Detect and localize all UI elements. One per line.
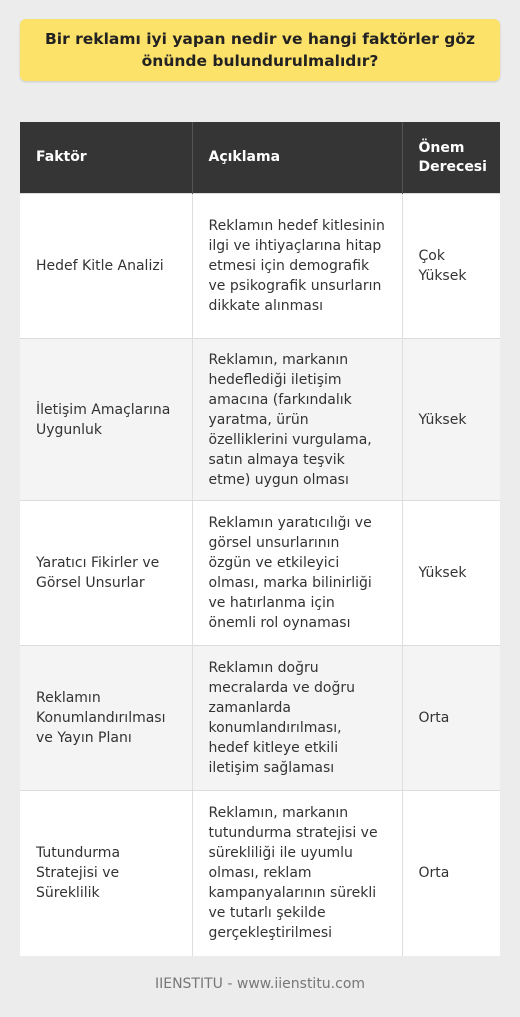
table-row	[20, 339, 500, 501]
cell-description: Reklamın, markanın tutundurma stratejisi ve sürekliliği ile uyumlu olması, reklam kampanyalarının sürekli ve tutarlı şekilde gerçekleştirilmesi	[192, 791, 402, 956]
header-description: Açıklama	[192, 122, 402, 194]
cell-factor: Reklamın Konumlandırılması ve Yayın Planı	[20, 646, 192, 791]
cell-factor: Yaratıcı Fikirler ve Görsel Unsurlar	[20, 501, 192, 646]
cell-importance: Orta	[402, 791, 500, 956]
cell-importance: Yüksek	[402, 501, 500, 646]
cell-factor: Hedef Kitle Analizi	[20, 194, 192, 339]
footer-credit: IIENSTITU - www.iienstitu.com	[154, 976, 366, 992]
table-header-row	[20, 122, 500, 194]
cell-description: Reklamın, markanın hedeflediği iletişim amacına (farkındalık yaratma, ürün özelliklerini vurgulama, satın almaya teşvik etme) uygun olması	[192, 339, 402, 501]
page-title: Bir reklamı iyi yapan nedir ve hangi faktörler göz önünde bulundurulmalıdır?	[44, 30, 476, 70]
cell-description: Reklamın doğru mecralarda ve doğru zamanlarda konumlandırılması, hedef kitleye etkili iletişim sağlaması	[192, 646, 402, 791]
cell-description: Reklamın yaratıcılığı ve görsel unsurlarının özgün ve etkileyici olması, marka bilinirliği ve hatırlanma için önemli rol oynaması	[192, 501, 402, 646]
cell-factor: İletişim Amaçlarına Uygunluk	[20, 339, 192, 501]
cell-factor: Tutundurma Stratejisi ve Süreklilik	[20, 791, 192, 956]
cell-description: Reklamın hedef kitlesinin ilgi ve ihtiyaçlarına hitap etmesi için demografik ve psikografik unsurların dikkate alınması	[192, 194, 402, 339]
table-row	[20, 791, 500, 956]
table-row	[20, 646, 500, 791]
cell-importance: Çok Yüksek	[402, 194, 500, 339]
table-row	[20, 501, 500, 646]
factors-table	[20, 122, 500, 956]
table-row	[20, 194, 500, 339]
header-factor: Faktör	[20, 122, 192, 194]
title-banner	[20, 19, 500, 81]
cell-importance: Yüksek	[402, 339, 500, 501]
cell-importance: Orta	[402, 646, 500, 791]
header-importance: Önem Derecesi	[402, 122, 500, 194]
